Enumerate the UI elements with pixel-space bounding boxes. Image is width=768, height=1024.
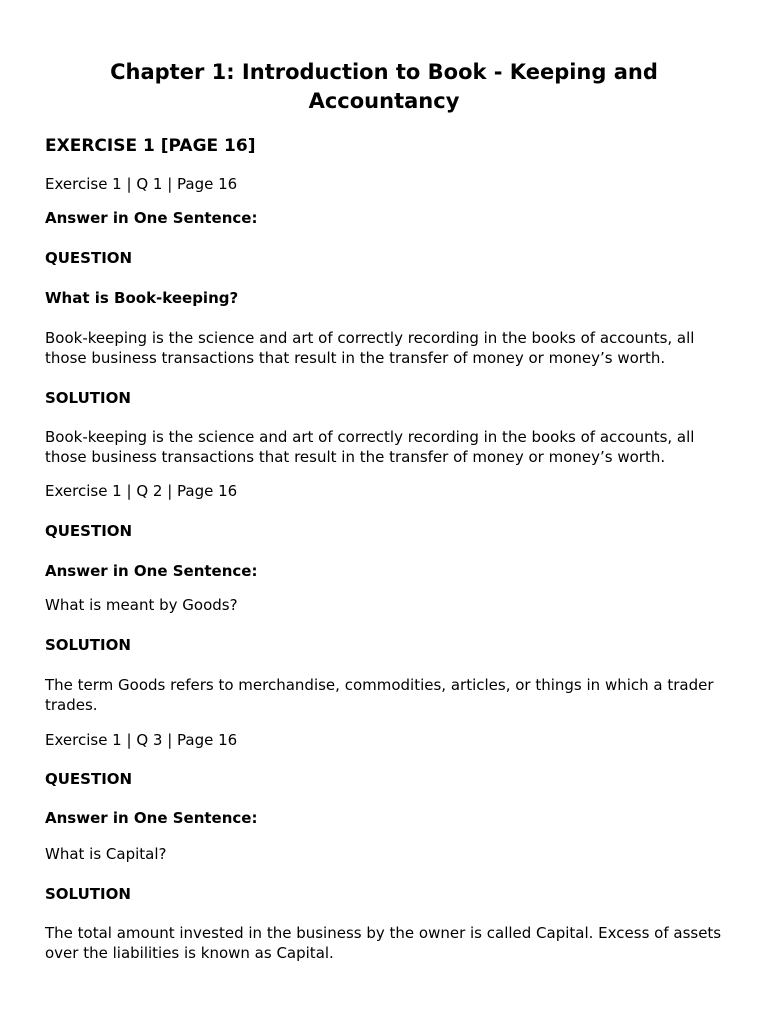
chapter-title [45, 58, 723, 116]
q2-reference: Exercise 1 | Q 2 | Page 16 [45, 482, 238, 500]
q2-solution-label: SOLUTION [45, 636, 131, 654]
q2-solution-line-2: trades. [45, 696, 98, 714]
q3-reference: Exercise 1 | Q 3 | Page 16 [45, 731, 238, 749]
q1-solution-line-2: those business transactions that result in the transfer of money or money’s worth. [45, 448, 666, 466]
q1-solution-line-1: Book-keeping is the science and art of correctly recording in the books of accounts, all [45, 428, 695, 446]
q2-solution-text [45, 675, 725, 715]
q2-solution-line-1: The term Goods refers to merchandise, commodities, articles, or things in which a trader [45, 676, 714, 694]
exercise-heading: EXERCISE 1 [PAGE 16] [45, 136, 256, 156]
q3-solution-text [45, 923, 725, 963]
q2-question: What is meant by Goods? [45, 596, 238, 614]
q1-question: What is Book-keeping? [45, 289, 239, 307]
q2-question-label: QUESTION [45, 522, 133, 540]
chapter-title-line-2: Accountancy [308, 89, 460, 113]
q1-reference: Exercise 1 | Q 1 | Page 16 [45, 175, 238, 193]
q2-instruction: Answer in One Sentence: [45, 562, 258, 580]
q3-solution-label: SOLUTION [45, 885, 131, 903]
q1-solution-label: SOLUTION [45, 389, 131, 407]
q3-instruction: Answer in One Sentence: [45, 809, 258, 827]
chapter-title-line-1: Chapter 1: Introduction to Book - Keeping and [110, 60, 658, 84]
q1-question-text-line-2: those business transactions that result in the transfer of money or money’s worth. [45, 349, 666, 367]
q3-solution-line-1: The total amount invested in the business by the owner is called Capital. Excess of assets [45, 924, 722, 942]
q3-solution-line-2: over the liabilities is known as Capital. [45, 944, 334, 962]
q1-question-text-line-1: Book-keeping is the science and art of correctly recording in the books of accounts, all [45, 329, 695, 347]
q1-solution-text [45, 427, 725, 467]
q3-question-label: QUESTION [45, 770, 133, 788]
q3-question: What is Capital? [45, 845, 167, 863]
q1-question-text [45, 328, 725, 368]
q1-instruction: Answer in One Sentence: [45, 209, 258, 227]
q1-question-label: QUESTION [45, 249, 133, 267]
